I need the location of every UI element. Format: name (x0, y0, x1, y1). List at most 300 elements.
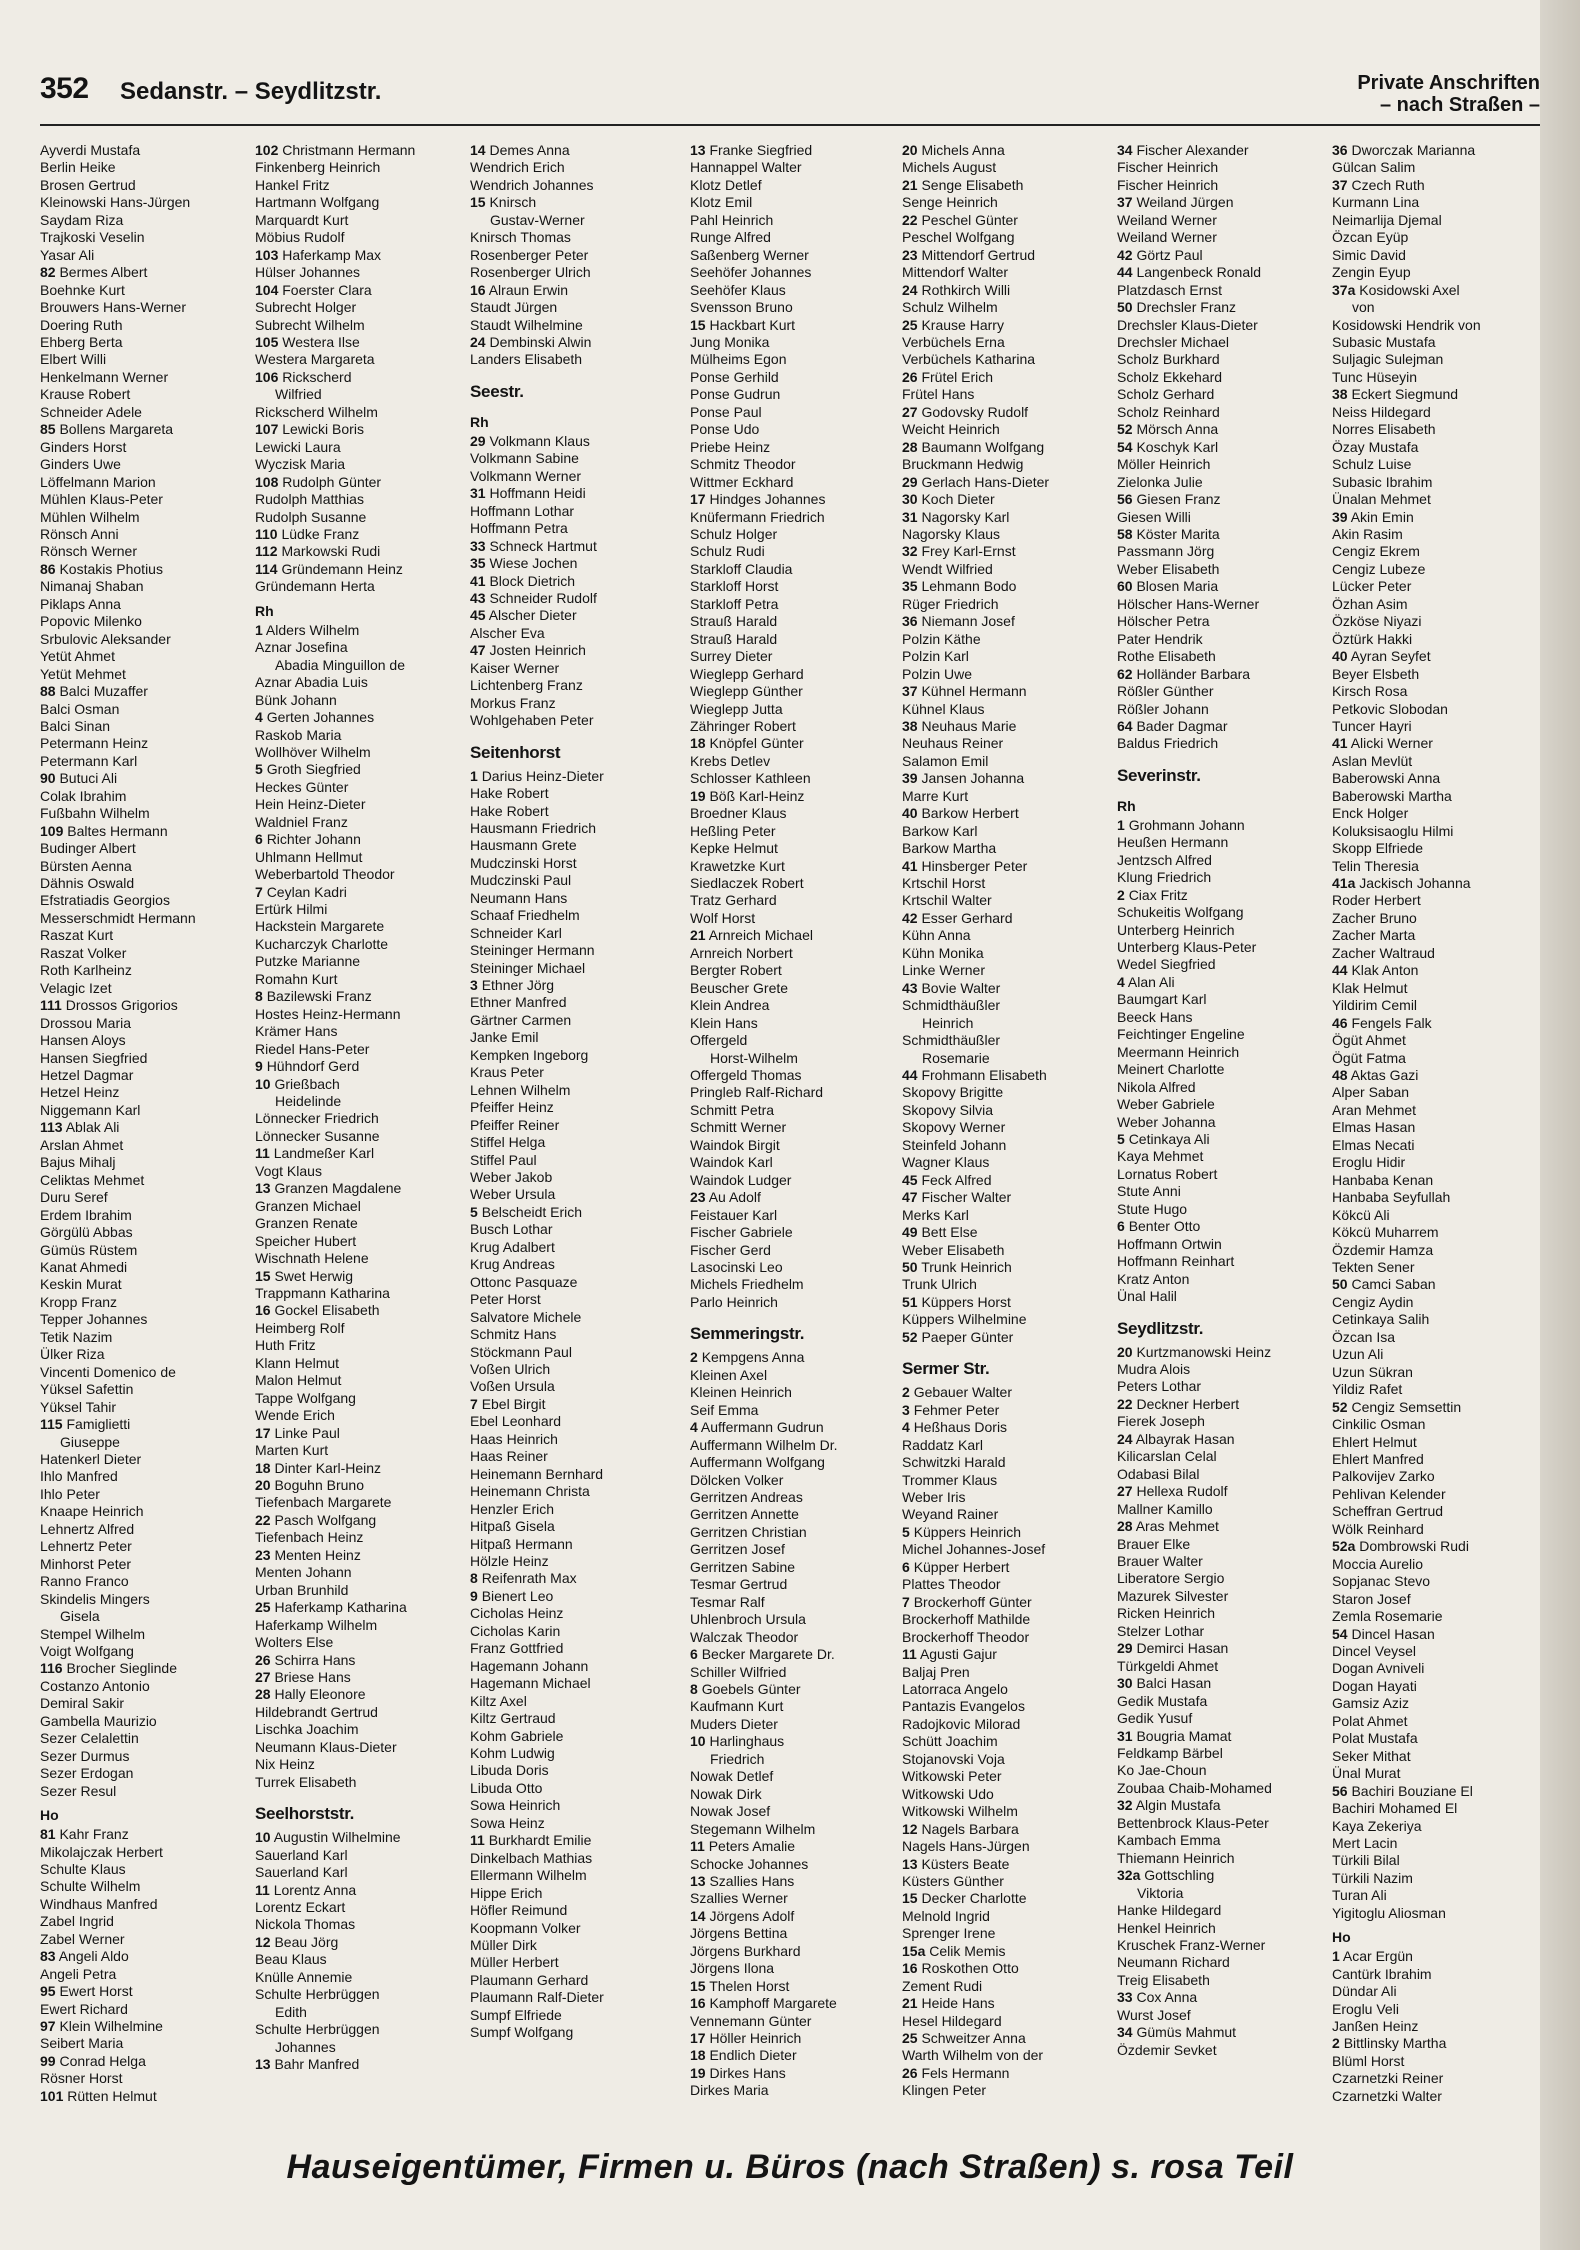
resident-entry (40, 1276, 250, 1293)
resident-name: Wohlgehaben Peter (470, 712, 594, 729)
resident-name: Benter Otto (1128, 1218, 1201, 1235)
resident-name: Richter Johann (266, 831, 361, 848)
resident-name: Hitpaß Hermann (470, 1535, 573, 1552)
resident-name: Dinkelbach Mathias (470, 1849, 593, 1866)
house-number: 112 (255, 543, 278, 560)
resident-entry (690, 683, 900, 700)
resident-entry (690, 666, 900, 683)
resident-entry (690, 1489, 900, 1506)
resident-entry (1332, 1626, 1542, 1643)
resident-name: Gockel Elisabeth (274, 1302, 380, 1319)
resident-name: Stojanovski Voja (902, 1750, 1005, 1767)
resident-entry (255, 866, 465, 883)
resident-entry (1332, 1765, 1542, 1782)
resident-entry (470, 1989, 680, 2006)
resident-name: Bachiri Bouziane El (1351, 1782, 1473, 1799)
resident-entry (1332, 543, 1542, 560)
resident-name: Dincel Veysel (1332, 1642, 1417, 1659)
resident-entry (1332, 1434, 1542, 1451)
resident-name: Heinemann Bernhard (470, 1465, 604, 1482)
resident-entry (1332, 1207, 1542, 1224)
side-heading: Ho (1332, 1929, 1351, 1946)
resident-name: Feistauer Karl (690, 1206, 778, 1223)
resident-entry (902, 194, 1112, 211)
resident-name: Zabel Ingrid (40, 1913, 114, 1930)
resident-entry (255, 1006, 465, 1023)
resident-name: Bruckmann Hedwig (902, 456, 1024, 473)
resident-name: Mert Lacin (1332, 1834, 1398, 1851)
resident-name: Lönnecker Friedrich (255, 1110, 379, 1127)
resident-entry (1332, 404, 1542, 421)
resident-entry (1332, 1015, 1542, 1032)
resident-name: Schulte Herbrüggen (255, 1986, 380, 2003)
resident-name: Heidelinde (275, 1093, 342, 1110)
resident-name: Schmidthäußler (902, 997, 1001, 1014)
resident-name: Bermes Albert (59, 264, 148, 281)
house-number: 5 (470, 1203, 478, 1220)
resident-entry (1117, 491, 1327, 508)
side-heading: Rh (255, 602, 274, 619)
resident-entry (902, 1821, 1112, 1838)
resident-name: Raskob Maria (255, 726, 342, 743)
resident-entry (470, 768, 680, 785)
resident-entry (1332, 1573, 1542, 1590)
resident-name: Özdemir Sevket (1117, 2041, 1217, 2058)
resident-entry (255, 543, 465, 560)
resident-entry (1117, 142, 1327, 159)
resident-name: Heßling Peter (690, 822, 776, 839)
resident-name: Eckert Siegmund (1351, 386, 1459, 403)
resident-entry (470, 1274, 680, 1291)
resident-entry (1117, 1096, 1327, 1113)
resident-name: Nowak Dirk (690, 1785, 762, 1802)
resident-name: Neumann Klaus-Dieter (255, 1738, 397, 1755)
house-number: 108 (255, 473, 279, 490)
house-number: 5 (1117, 1131, 1125, 1148)
house-number: 16 (470, 281, 486, 298)
resident-name: Steininger Michael (470, 959, 586, 976)
resident-entry (902, 229, 1112, 246)
resident-entry (470, 625, 680, 642)
resident-name: Wischnath Helene (255, 1250, 369, 1267)
resident-name: Koluksisaoglu Hilmi (1332, 822, 1454, 839)
resident-name: Heide Hans (921, 1995, 995, 2012)
resident-entry (1332, 299, 1542, 316)
resident-name: Schulte Klaus (40, 1860, 126, 1877)
resident-name: Schneider Adele (40, 403, 142, 420)
resident-entry (1332, 2070, 1542, 2087)
resident-name: Tekten Sener (1332, 1259, 1415, 1275)
resident-name: Merks Karl (902, 1206, 969, 1223)
resident-entry (690, 474, 900, 491)
resident-entry (40, 456, 250, 473)
resident-name: Lewicki Laura (255, 438, 341, 455)
resident-entry (255, 744, 465, 761)
resident-name: Nimanaj Shaban (40, 578, 144, 595)
resident-entry (902, 1050, 1112, 1067)
resident-name: Franz Gottfried (470, 1640, 564, 1657)
resident-name: Senge Heinrich (902, 194, 998, 211)
resident-name: Kratz Anton (1117, 1270, 1190, 1287)
resident-name: Dincel Hasan (1351, 1625, 1435, 1642)
resident-entry (255, 884, 465, 901)
resident-entry (902, 1259, 1112, 1276)
resident-name: Gisela (60, 1608, 100, 1625)
resident-entry (470, 1797, 680, 1814)
resident-entry (690, 1803, 900, 1820)
resident-entry (40, 753, 250, 770)
resident-name: Ranno Franco (40, 1573, 129, 1590)
house-number: 30 (902, 491, 918, 508)
resident-entry (690, 1664, 900, 1681)
resident-name: Ewert Richard (40, 2000, 128, 2017)
resident-name: Kanat Ahmedi (40, 1259, 128, 1275)
resident-entry (690, 1454, 900, 1471)
resident-entry (1117, 159, 1327, 176)
resident-entry (1117, 939, 1327, 956)
resident-name: Gambella Maurizio (40, 1712, 157, 1729)
resident-name: Verbüchels Katharina (902, 351, 1036, 368)
resident-name: Ewert Horst (59, 1983, 133, 2000)
house-number: 113 (40, 1119, 63, 1136)
resident-name: Mallner Kamillo (1117, 1500, 1213, 1517)
resident-name: Josten Heinrich (489, 642, 586, 659)
resident-name: Markowski Rudi (281, 543, 381, 560)
resident-name: Wende Erich (255, 1407, 335, 1424)
resident-entry (690, 543, 900, 560)
resident-name: Gedik Yusuf (1117, 1710, 1193, 1727)
resident-entry (690, 439, 900, 456)
resident-name: Hagemann Michael (470, 1675, 591, 1692)
resident-name: Kosidowski Axel (1359, 281, 1460, 298)
resident-name: Linke Paul (274, 1424, 340, 1441)
house-number: 15 (690, 1977, 706, 1994)
resident-name: Kaufmann Kurt (690, 1698, 784, 1715)
resident-entry (902, 892, 1112, 909)
house-number: 54 (1117, 438, 1133, 455)
resident-name: Frütel Erich (921, 368, 994, 385)
resident-entry (690, 2082, 900, 2099)
resident-name: Zemla Rosemarie (1332, 1608, 1443, 1625)
resident-name: Lischka Joachim (255, 1721, 359, 1738)
resident-entry (470, 855, 680, 872)
resident-entry (902, 351, 1112, 368)
resident-entry (1332, 526, 1542, 543)
resident-entry (470, 1483, 680, 1500)
resident-name: Zement Rudi (902, 1977, 983, 1994)
resident-name: Steininger Hermann (470, 942, 595, 959)
resident-name: Hühndorf Gerd (266, 1058, 360, 1075)
resident-name: Vincenti Domenico de (40, 1363, 176, 1380)
resident-entry (1117, 1832, 1327, 1849)
header-rule (40, 124, 1540, 126)
house-number: 32 (1117, 1797, 1133, 1814)
resident-entry (255, 1302, 465, 1319)
resident-entry (1332, 805, 1542, 822)
resident-name: Hitpaß Gisela (470, 1518, 555, 1535)
resident-entry (470, 1954, 680, 1971)
resident-entry (690, 1960, 900, 1977)
resident-entry (40, 1861, 250, 1878)
resident-name: Finkenberg Heinrich (255, 159, 381, 176)
resident-name: Yildirim Cemil (1332, 997, 1418, 1014)
house-number: 13 (690, 1872, 706, 1889)
house-number: 15a (902, 1942, 926, 1959)
resident-entry (1332, 823, 1542, 840)
resident-entry (470, 520, 680, 537)
resident-name: Peter Horst (470, 1291, 541, 1308)
resident-entry (690, 1646, 900, 1663)
resident-entry (902, 474, 1112, 491)
resident-name: Plaumann Gerhard (470, 1971, 589, 1988)
resident-name: Offergeld (690, 1032, 748, 1049)
resident-entry (902, 159, 1112, 176)
resident-name: Wittmer Eckhard (690, 473, 794, 490)
house-number: 2 (690, 1349, 698, 1366)
resident-entry (470, 212, 680, 229)
resident-name: Kleinen Axel (690, 1366, 768, 1383)
resident-entry (690, 1698, 900, 1715)
resident-entry (470, 712, 680, 729)
resident-name: Messerschmidt Hermann (40, 909, 196, 926)
resident-name: Jackisch Johanna (1359, 875, 1471, 892)
resident-entry (1117, 735, 1327, 752)
resident-name: Lehnen Wilhelm (470, 1081, 571, 1098)
resident-entry (902, 701, 1112, 718)
resident-entry (255, 639, 465, 656)
resident-entry (690, 840, 900, 857)
resident-entry (690, 1890, 900, 1907)
resident-name: Alper Saban (1332, 1084, 1410, 1101)
resident-name: Kilicarslan Celal (1117, 1448, 1217, 1465)
resident-name: Niggemann Karl (40, 1101, 141, 1118)
resident-entry (690, 753, 900, 770)
resident-name: Subrecht Wilhelm (255, 316, 365, 333)
resident-name: Özcan Isa (1332, 1328, 1396, 1345)
resident-name: Tesmar Gertrud (690, 1576, 788, 1593)
house-number: 42 (902, 909, 918, 926)
directory-column-4 (690, 142, 900, 2122)
resident-entry (1332, 701, 1542, 718)
resident-entry (1332, 1189, 1542, 1206)
resident-name: Schulz Wilhelm (902, 299, 998, 316)
house-number: 15 (690, 316, 706, 333)
resident-entry (690, 229, 900, 246)
resident-name: Ayran Seyfet (1350, 648, 1431, 665)
street-heading: Semmeringstr. (690, 1324, 805, 1344)
resident-name: Drechsler Michael (1117, 333, 1230, 350)
section-title (1357, 72, 1540, 116)
resident-name: Dinter Karl-Heinz (274, 1459, 382, 1476)
resident-entry (1332, 317, 1542, 334)
resident-entry (1332, 1521, 1542, 1538)
resident-entry (690, 770, 900, 787)
resident-entry (1117, 718, 1327, 735)
resident-name: Haas Reiner (470, 1448, 548, 1465)
resident-entry (902, 1698, 1112, 1715)
house-number: 36 (1332, 142, 1348, 158)
resident-name: Weber Johanna (1117, 1113, 1216, 1130)
resident-name: Mudczinski Horst (470, 854, 577, 871)
resident-name: Angeli Aldo (58, 1948, 129, 1965)
resident-name: Hatenkerl Dieter (40, 1450, 142, 1467)
resident-name: Sezer Durmus (40, 1747, 130, 1764)
resident-name: Ebel Birgit (481, 1395, 546, 1412)
resident-entry (470, 1082, 680, 1099)
house-number: 85 (40, 421, 56, 438)
resident-name: Henkelmann Werner (40, 368, 169, 385)
resident-name: Fischer Walter (921, 1189, 1012, 1206)
resident-entry (690, 1943, 900, 1960)
resident-name: Fengels Falk (1351, 1014, 1432, 1031)
resident-name: Fischer Alexander (1136, 142, 1249, 158)
resident-entry (902, 177, 1112, 194)
resident-entry (1117, 1937, 1327, 1954)
resident-name: Peters Amalie (708, 1838, 796, 1855)
resident-name: Ünalan Mehmet (1332, 491, 1431, 508)
resident-entry (902, 1890, 1112, 1907)
resident-entry (40, 910, 250, 927)
resident-entry (40, 1521, 250, 1538)
resident-entry (1117, 852, 1327, 869)
resident-entry (902, 1119, 1112, 1136)
resident-name: Michels Anna (921, 142, 1005, 158)
resident-entry (1117, 1413, 1327, 1430)
resident-entry (690, 1102, 900, 1119)
resident-name: Tratz Gerhard (690, 892, 777, 909)
resident-entry (902, 561, 1112, 578)
resident-name: Hoffmann Ortwin (1117, 1235, 1222, 1252)
resident-entry (1332, 1748, 1542, 1765)
house-number: 20 (1117, 1343, 1133, 1360)
resident-entry (40, 1015, 250, 1032)
resident-entry (40, 1643, 250, 1660)
house-number: 43 (470, 589, 486, 606)
resident-entry (902, 142, 1112, 159)
resident-name: Cengiz Ekrem (1332, 543, 1420, 560)
resident-entry (690, 1437, 900, 1454)
resident-entry (902, 1402, 1112, 1419)
resident-name: Böß Karl-Heinz (709, 787, 805, 804)
resident-entry (470, 1920, 680, 1937)
resident-name: Hartmann Wolfgang (255, 194, 380, 211)
resident-entry (902, 1437, 1112, 1454)
resident-entry (40, 1154, 250, 1171)
resident-name: Schulz Rudi (690, 543, 765, 560)
house-number: 18 (690, 2047, 706, 2064)
resident-entry (470, 1588, 680, 1605)
resident-name: Becker Margarete Dr. (701, 1646, 835, 1663)
resident-entry (1332, 229, 1542, 246)
resident-entry (40, 1660, 250, 1677)
resident-name: Raszat Volker (40, 944, 127, 961)
resident-name: Fischer Gerd (690, 1241, 771, 1258)
resident-name: Landers Elisabeth (470, 351, 583, 368)
resident-name: Petermann Heinz (40, 735, 149, 752)
resident-entry (1332, 1783, 1542, 1800)
resident-entry (1117, 596, 1327, 613)
resident-entry (470, 503, 680, 520)
resident-name: Krug Adalbert (470, 1238, 555, 1255)
resident-entry (1117, 247, 1327, 264)
resident-name: Cengiz Aydin (1332, 1293, 1414, 1310)
resident-name: Lornatus Robert (1117, 1165, 1218, 1182)
house-number: 33 (1117, 1989, 1133, 2006)
resident-name: Witkowski Wilhelm (902, 1803, 1018, 1820)
house-number: 40 (1332, 648, 1348, 665)
resident-name: Acar Ergün (1342, 1948, 1413, 1965)
resident-entry (255, 561, 465, 578)
resident-entry (470, 803, 680, 820)
resident-name: Giesen Willi (1117, 508, 1191, 525)
house-number: 14 (690, 1907, 706, 1924)
resident-name: Wolters Else (255, 1634, 334, 1651)
resident-entry (470, 264, 680, 281)
resident-entry (690, 1751, 900, 1768)
resident-entry (690, 1541, 900, 1558)
house-number: 1 (1117, 816, 1125, 833)
resident-entry (1332, 1137, 1542, 1154)
resident-name: Senge Elisabeth (921, 176, 1024, 193)
resident-entry (1117, 1026, 1327, 1043)
resident-entry (690, 561, 900, 578)
resident-name: Bünk Johann (255, 691, 337, 708)
resident-entry (255, 1233, 465, 1250)
resident-name: Morkus Franz (470, 694, 556, 711)
resident-name: Darius Heinz-Dieter (481, 767, 604, 784)
resident-name: Simic David (1332, 246, 1406, 263)
resident-entry (40, 194, 250, 211)
resident-name: Haferkamp Katharina (274, 1599, 407, 1616)
resident-entry (1117, 1131, 1327, 1148)
resident-name: Dogan Avniveli (1332, 1660, 1425, 1677)
resident-name: Roder Herbert (1332, 892, 1421, 909)
resident-entry (470, 1902, 680, 1919)
resident-name: Kiltz Gertraud (470, 1710, 556, 1727)
resident-entry (255, 1652, 465, 1669)
directory-columns (40, 142, 1535, 2122)
resident-entry (1332, 613, 1542, 630)
resident-name: Zielonka Julie (1117, 473, 1203, 490)
resident-name: Cantürk Ibrahim (1332, 1965, 1432, 1982)
resident-name: Küpper Herbert (913, 1558, 1010, 1575)
house-number: 109 (40, 822, 64, 839)
resident-name: Offergeld Thomas (690, 1067, 802, 1084)
resident-name: Uhlenbroch Ursula (690, 1611, 806, 1628)
resident-entry (470, 994, 680, 1011)
resident-name: Cicholas Karin (470, 1622, 561, 1639)
resident-name: Weber Ursula (470, 1186, 556, 1203)
resident-entry (902, 596, 1112, 613)
resident-name: Telin Theresia (1332, 857, 1419, 874)
resident-name: Butuci Ali (59, 770, 118, 787)
resident-entry (690, 194, 900, 211)
resident-entry (470, 1361, 680, 1378)
house-number: 37 (902, 683, 918, 700)
resident-name: Schiller Wilfried (690, 1663, 787, 1680)
resident-name: Hostes Heinz-Hermann (255, 1005, 401, 1022)
resident-entry (902, 1943, 1112, 1960)
resident-name: Ellermann Wilhelm (470, 1867, 587, 1884)
house-number: 21 (690, 927, 706, 944)
resident-name: Famiglietti (66, 1416, 131, 1433)
resident-name: Hannappel Walter (690, 159, 802, 176)
resident-entry (1332, 351, 1542, 368)
resident-entry (470, 1536, 680, 1553)
resident-name: Weicht Heinrich (902, 421, 1000, 438)
resident-name: Urban Brunhild (255, 1581, 349, 1598)
resident-name: Warth Wilhelm von der (902, 2047, 1044, 2064)
